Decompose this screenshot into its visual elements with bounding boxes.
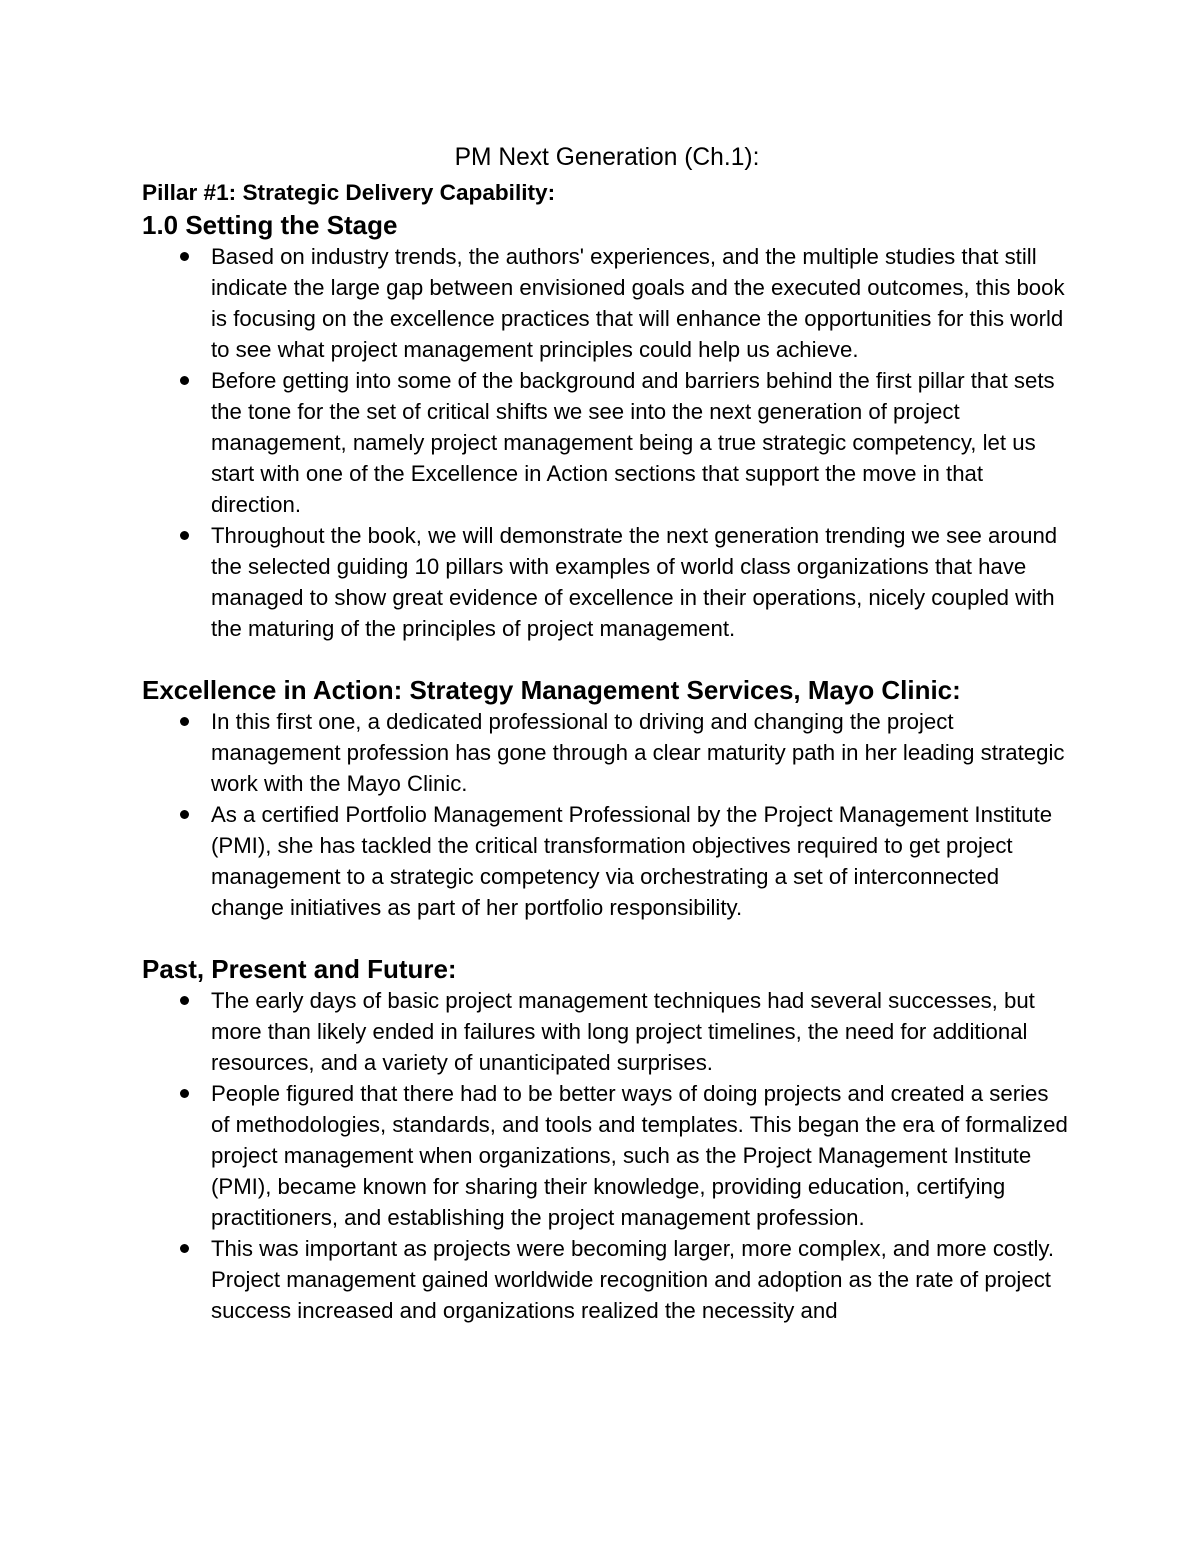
list-item-text: The early days of basic project management techniques had several successes, but more than likely ended in failures with long project timelines, the need for additional resources, and a variety of unanticipated surprises. [211,988,1035,1075]
list-item-text: In this first one, a dedicated professional to driving and changing the project management profession has gone through a clear maturity path in her leading strategic work with the Mayo Clinic. [211,709,1065,796]
section-excellence-in-action [142,675,1072,923]
section-heading: Past, Present and Future: [142,954,457,984]
bullet-icon [180,1089,189,1098]
section-heading: 1.0 Setting the Stage [142,210,398,240]
list-item [142,706,1072,799]
document-title: PM Next Generation (Ch.1): [454,144,760,171]
list-item-text: Throughout the book, we will demonstrate the next generation trending we see around the selected guiding 10 pillars with examples of world class organizations that have managed to show great evidence of excellence in their operations, nicely coupled with the maturing of the principles of project management. [211,523,1058,641]
section-setting-the-stage [142,210,1072,644]
bullet-list [142,985,1072,1326]
bullet-icon [180,810,189,819]
bullet-icon [180,717,189,726]
list-item-text: People figured that there had to be better ways of doing projects and created a series of methodologies, standards, and tools and templates. This began the era of formalized project management when organizations, such as the Project Management Institute (PMI), became known for sharing their knowledge, providing education, certifying practitioners, and establishing the project management profession. [211,1081,1068,1230]
list-item [142,1233,1072,1326]
bullet-icon [180,1244,189,1253]
list-item [142,241,1072,365]
list-item [142,520,1072,644]
list-item-text: This was important as projects were becoming larger, more complex, and more costly. Project management gained worldwide recognition and adoption as the rate of project success increased and organizations realized the necessity and [211,1236,1055,1323]
bullet-icon [180,531,189,540]
document-content [142,140,1072,1326]
list-item [142,799,1072,923]
paragraph-spacer [142,923,1072,954]
paragraph-spacer [142,644,1072,675]
bullet-list [142,241,1072,644]
list-item [142,985,1072,1078]
list-item [142,1078,1072,1233]
bullet-list [142,706,1072,923]
section-past-present-future [142,954,1072,1326]
list-item-text: Based on industry trends, the authors' experiences, and the multiple studies that still indicate the large gap between envisioned goals and the executed outcomes, this book is focusing on the excellence practices that will enhance the opportunities for this world to see what project management principles could help us achieve. [211,244,1065,362]
list-item-text: As a certified Portfolio Management Professional by the Project Management Institute (PMI), she has tackled the critical transformation objectives required to get project management to a strategic competency via orchestrating a set of interconnected change initiatives as part of her portfolio responsibility. [211,802,1053,920]
bullet-icon [180,252,189,261]
list-item [142,365,1072,520]
section-heading: Excellence in Action: Strategy Management Services, Mayo Clinic: [142,675,961,705]
list-item-text: Before getting into some of the background and barriers behind the first pillar that sets the tone for the set of critical shifts we see into the next generation of project management, namely project management being a true strategic competency, let us start with one of the Excellence in Action sections that support the move in that direction. [211,368,1055,517]
bullet-icon [180,996,189,1005]
pillar-heading: Pillar #1: Strategic Delivery Capability: [142,180,556,205]
bullet-icon [180,376,189,385]
